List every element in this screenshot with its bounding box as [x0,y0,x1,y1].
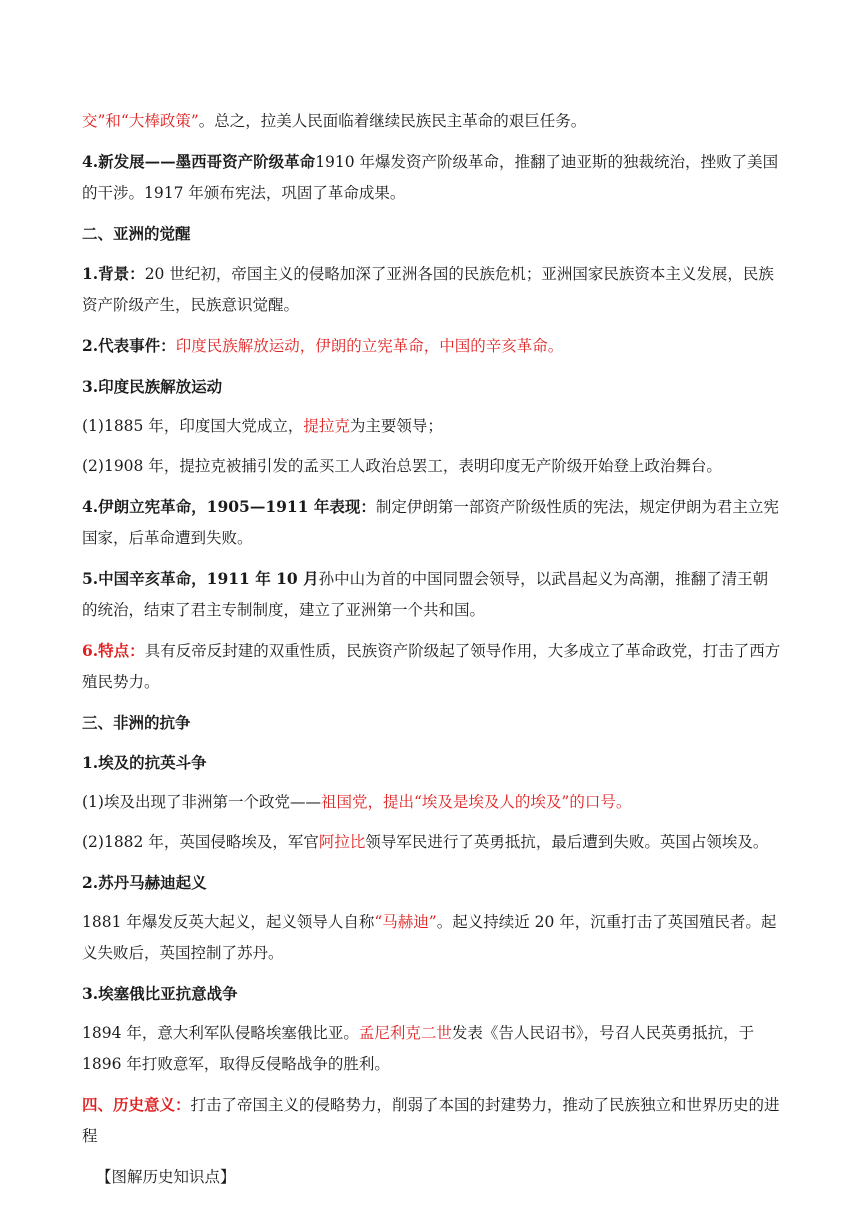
section2-item3-line1 [82,411,782,442]
body-text: 发表《告人民诏书》，号召人民英勇抵抗，于 1896 年打败意军，取得反侵略战争的胜利。 [82,1024,755,1073]
item-label: 4.新发展——墨西哥资产阶级革命 [82,152,316,171]
body-text: 为主要领导； [349,417,443,435]
highlight-text: 阿拉比 [318,833,366,851]
section2-heading: 二、亚洲的觉醒 [82,224,191,243]
body-text: (2)1882 年，英国侵略埃及，军官 [82,833,319,851]
body-text: 。起义持续近 20 年，沉重打击了英国殖民者。起义失败后，英国控制了苏丹。 [82,913,777,962]
section3-item2-heading: 2.苏丹马赫迪起义 [82,873,207,892]
section2-item3-line2: (2)1908 年，提拉克被捕引发的孟买工人政治总罢工，表明印度无产阶级开始登上政治舞台。 [82,457,722,475]
section3-item3-heading: 3.埃塞俄比亚抗意战争 [82,984,238,1003]
section3-item3-text [82,1018,782,1080]
item-label: 四、历史意义： [82,1095,191,1114]
section2-item2 [82,330,782,362]
section3-item1-line1 [82,787,782,818]
body-text: 领导军民进行了英勇抵抗，最后遭到失败。英国占领埃及。 [365,833,769,851]
section1-item4 [82,146,782,209]
item-label: 4.伊朗立宪革命，1905—1911 年表现： [82,497,376,516]
body-text: (1)1885 年，印度国大党成立， [82,417,304,435]
highlight-text: “马赫迪” [374,913,437,931]
section2-item3-heading: 3.印度民族解放运动 [82,377,223,396]
section3-item2-text [82,907,782,969]
body-text: 20 世纪初，帝国主义的侵略加深了亚洲各国的民族危机；亚洲国家民族资本主义发展，民族资产阶级产生，民族意识觉醒。 [82,265,774,314]
section1-tail [82,106,782,137]
body-text: 孙中山为首的中国同盟会领导，以武昌起义为高潮，推翻了清王朝的统治，结束了君主专制制度，建立了亚洲第一个共和国。 [82,570,769,619]
section2-item1 [82,258,782,321]
highlight-text: 祖国党，提出“埃及是埃及人的埃及”的口号。 [320,793,632,811]
body-text: (1)埃及出现了非洲第一个政党—— [82,793,321,811]
body-text: 1894 年，意大利军队侵略埃塞俄比亚。 [82,1024,359,1042]
item-label: 6.特点： [82,641,145,660]
section2-item5 [82,563,782,626]
section3-heading: 三、非洲的抗争 [82,713,191,732]
highlight-text: 印度民族解放运动，伊朗的立宪革命，中国的辛亥革命。 [175,337,564,355]
body-text: 1881 年爆发反英大起义，起义领导人自称 [82,913,375,931]
body-text: 具有反帝反封建的双重性质，民族资产阶级起了领导作用，大多成立了革命政党，打击了西方殖民势力。 [82,642,781,691]
item-label: 1.背景： [82,264,145,283]
item-label: 2.代表事件： [82,336,176,355]
body-text: 1910 年爆发资产阶级革命，推翻了迪亚斯的独裁统治，挫败了美国的干涉。1917 年颁布宪法，巩固了革命成果。 [82,153,779,202]
section3-item1-line2 [82,827,782,858]
body-text: 制定伊朗第一部资产阶级性质的宪法，规定伊朗为君主立宪国家，后革命遭到失败。 [82,498,779,547]
section2-item6 [82,635,782,698]
body-text: 。总之，拉美人民面临着继续民族民主革命的艰巨任务。 [198,112,587,130]
highlight-text: 孟尼利克二世 [358,1024,452,1042]
section3-item1-heading: 1.埃及的抗英斗争 [82,753,207,772]
highlight-text: 交”和“大棒政策” [82,112,199,130]
item-label: 5.中国辛亥革命，1911 年 10 月 [82,569,319,588]
highlight-text: 提拉克 [303,417,350,435]
section2-item4 [82,491,782,554]
body-text: 打击了帝国主义的侵略势力，削弱了本国的封建势力，推动了民族独立和世界历史的进程 [82,1096,780,1145]
footer-note: 【图解历史知识点】 [96,1168,236,1186]
document-content [82,106,782,1193]
section4 [82,1089,782,1152]
